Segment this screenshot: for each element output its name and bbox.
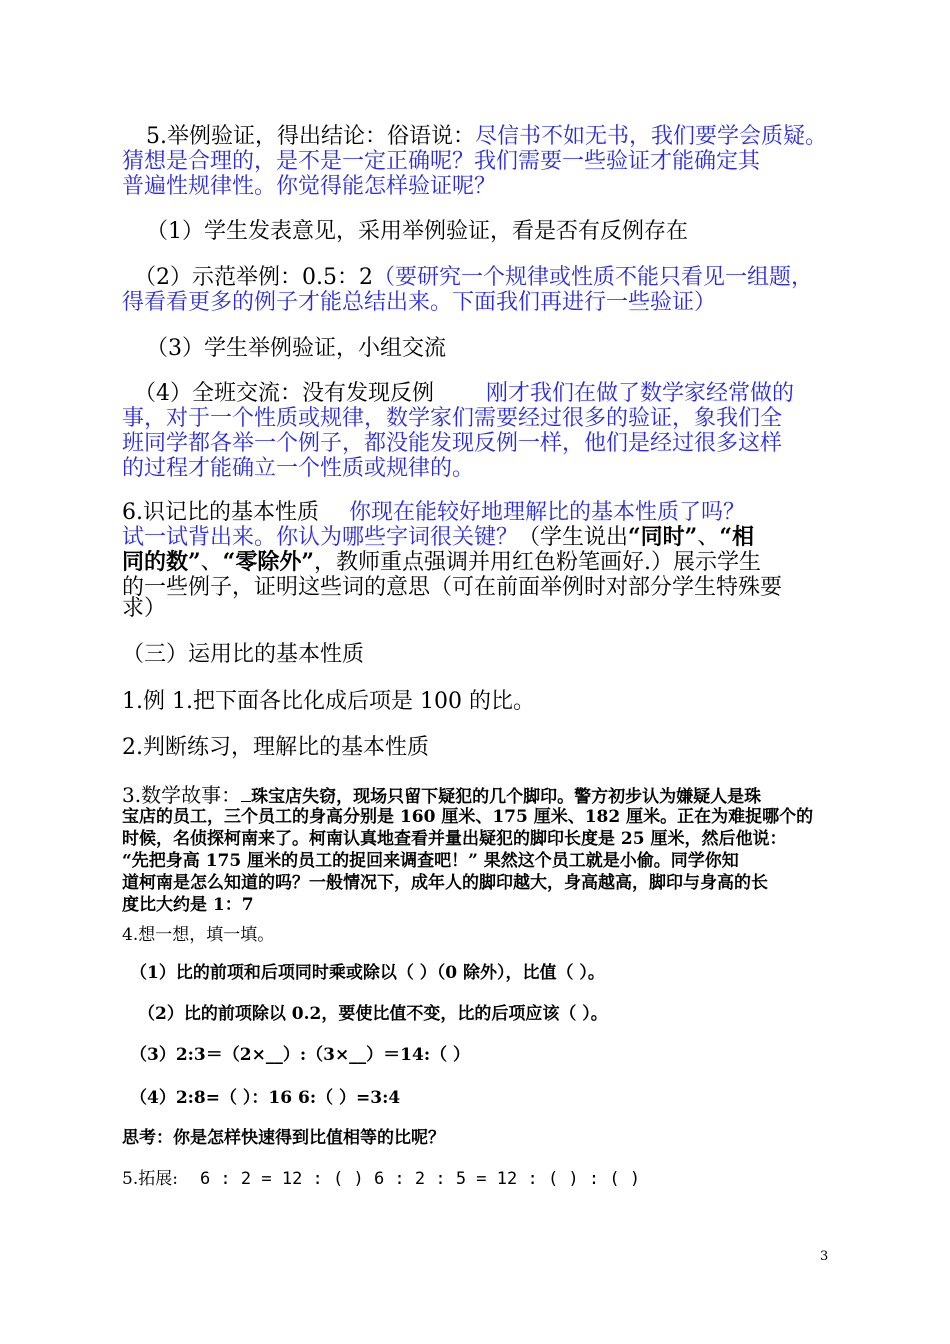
paragraph-5-line-2: 猜想是合理的，是不是一定正确呢？我们需要一些验证才能确定其 xyxy=(122,149,761,174)
paragraph-6-line-3 xyxy=(122,550,761,575)
step-5-2-line-1 xyxy=(134,265,813,290)
p5-proverb: 尽信书不如无书，我们要学会质疑。 xyxy=(475,124,828,149)
step-5-2-example: （2）示范举例：0.5：2 xyxy=(134,265,373,290)
story-line-1 xyxy=(122,784,761,808)
p6-separator-2: 、 xyxy=(200,550,223,575)
p6-student-note: （学生说出 xyxy=(518,525,629,550)
step-5-4-line-4: 的过程才能确立一个性质或规律的。 xyxy=(122,456,475,481)
paragraph-5-line-1 xyxy=(146,124,827,149)
story-label: 3.数学故事： xyxy=(122,783,242,807)
step-5-4-note: 刚才我们在做了数学家经常做的 xyxy=(486,381,795,406)
step-5-4-line-3: 班同学都各举一个例子，都没能发现反例一样，他们是经过很多这样 xyxy=(122,431,783,456)
p6-heading: 6.识记比的基本性质 xyxy=(122,500,319,525)
question-4-2: （2）比的前项除以 0.2，要使比值不变，比的后项应该（ ）。 xyxy=(138,1004,608,1024)
page-number: 3 xyxy=(820,1249,829,1264)
story-line-3: 时候，名侦探柯南来了。柯南认真地查看并量出疑犯的脚印长度是 25 厘米，然后他说： xyxy=(122,829,787,849)
paragraph-5-line-3: 普遍性规律性。你觉得能怎样验证呢？ xyxy=(122,174,497,199)
step-5-4-text: （4）全班交流：没有发现反例 xyxy=(134,381,434,406)
section-3-heading: （三）运用比的基本性质 xyxy=(122,642,365,667)
paragraph-6-line-2 xyxy=(122,525,754,550)
paragraph-6-line-5: 求） xyxy=(122,596,167,621)
paragraph-6-line-4: 的一些例子，证明这些词的意思（可在前面举例时对部分学生特殊要 xyxy=(122,575,783,600)
p5-text: 5.举例验证，得出结论：俗语说： xyxy=(146,124,475,149)
question-4-4: （4）2:8=（ ）：16 6:（ ）=3:4 xyxy=(130,1088,401,1108)
step-5-1: （1）学生发表意见，采用举例验证，看是否有反例存在 xyxy=(146,219,688,244)
step-5-3: （3）学生举例验证，小组交流 xyxy=(146,336,446,361)
p6-teacher-note: ，教师重点强调并用红色粉笔画好.）展示学生 xyxy=(313,550,761,575)
p6-prompt: 试一试背出来。你认为哪些字词很关键？ xyxy=(122,525,519,550)
story-line-2: 宝店的员工，三个员工的身高分别是 160 厘米、175 厘米、182 厘米。正在为难捉哪个的 xyxy=(122,807,814,827)
p6-key-word-3: “零除外” xyxy=(222,549,314,575)
p6-question: 你现在能较好地理解比的基本性质了吗？ xyxy=(349,500,746,525)
exercise-2: 2.判断练习，理解比的基本性质 xyxy=(122,735,429,760)
p6-key-word-2-end: 同的数” xyxy=(122,549,201,575)
story-text-1: 珠宝店失窃，现场只留下疑犯的几个脚印。警方初步认为嫌疑人是珠 xyxy=(251,787,762,807)
think-question: 思考：你是怎样快速得到比值相等的比呢？ xyxy=(122,1128,445,1148)
step-5-2-line-2: 得看看更多的例子才能总结出来。下面我们再进行一些验证） xyxy=(122,290,717,315)
p6-key-word-2-start: “相 xyxy=(719,524,755,550)
p6-key-word-1: “同时” xyxy=(628,524,698,550)
question-4-3: （3）2:3＝（2×__）:（3×__）＝14:（ ） xyxy=(130,1045,471,1065)
paragraph-6-line-1 xyxy=(122,500,745,525)
question-4-title: 4.想一想，填一填。 xyxy=(122,925,275,945)
step-5-4-line-1 xyxy=(134,381,794,406)
step-5-4-line-2: 事，对于一个性质或规律，数学家们需要经过很多的验证，象我们全 xyxy=(122,406,783,431)
story-line-5: 道柯南是怎么知道的吗？一般情况下，成年人的脚印越大，身高越高，脚印与身高的长 xyxy=(122,873,768,893)
step-5-2-note: （要研究一个规律或性质不能只看见一组题， xyxy=(372,265,813,290)
question-4-1: （1）比的前项和后项同时乘或除以（ ）（0 除外），比值（ ）。 xyxy=(130,963,605,983)
question-5 xyxy=(122,1168,640,1190)
story-line-6: 度比大约是 1：7 xyxy=(122,895,254,915)
question-5-label: 5.拓展: xyxy=(122,1169,178,1189)
story-line-4: “先把身高 175 厘米的员工的捉回来调查吧！” 果然这个员工就是小偷。同学你知 xyxy=(122,851,739,871)
question-5-expression: 6 : 2 = 12 : ( ) 6 : 2 : 5 = 12 : ( ) : ( ) xyxy=(199,1169,641,1189)
p6-separator-1: 、 xyxy=(697,525,720,550)
example-1: 1.例 1.把下面各比化成后项是 100 的比。 xyxy=(122,689,535,714)
